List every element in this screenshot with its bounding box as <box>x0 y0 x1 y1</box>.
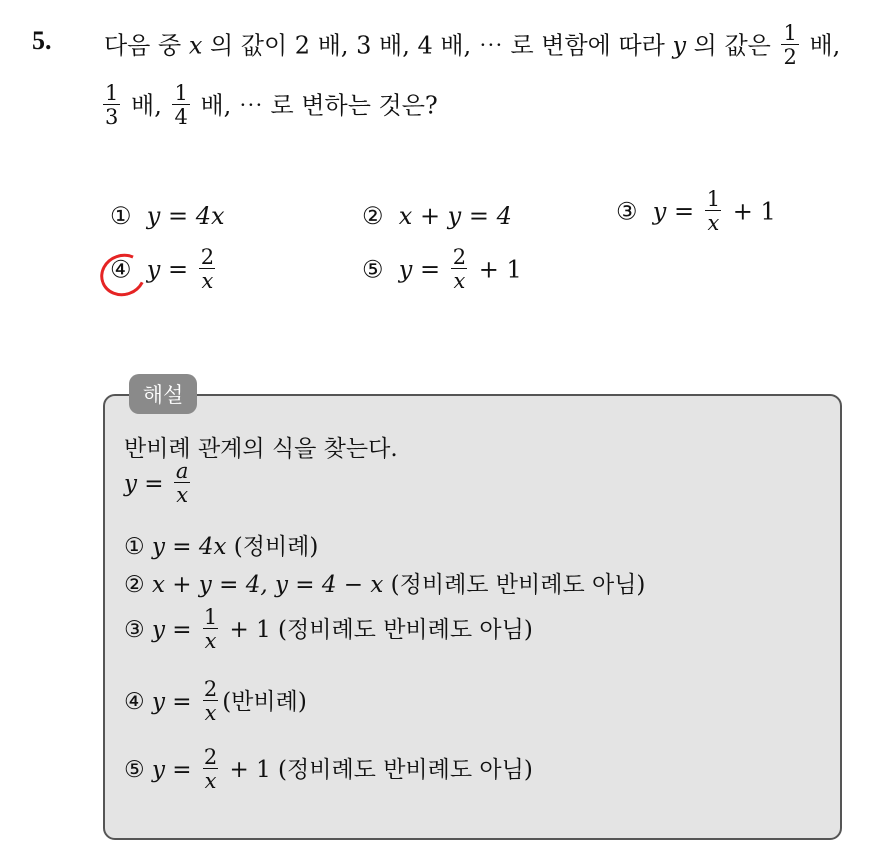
solution-fraction <box>202 606 219 652</box>
choice-fraction <box>705 188 722 234</box>
solution-equation: y = <box>151 689 199 716</box>
solution-equation: y = <box>151 757 199 784</box>
numerator: 2 <box>203 677 218 701</box>
numerator: 2 <box>203 745 218 769</box>
choice-equation-tail: + 1 <box>725 197 776 226</box>
denominator: x <box>453 269 466 294</box>
choice-equation: x + y = 4 <box>398 202 512 230</box>
solution-line-5 <box>124 605 533 654</box>
denominator: 3 <box>105 105 119 130</box>
solution-mark: ③ <box>124 617 145 644</box>
solution-mark: ④ <box>124 689 145 716</box>
fraction-one-third <box>103 82 120 128</box>
question-text: 배, <box>123 91 170 120</box>
fraction-one-quarter <box>172 82 189 128</box>
numerator: 1 <box>783 21 797 45</box>
choice-mark: ① <box>110 202 132 230</box>
numerator: a <box>175 459 189 483</box>
denominator: x <box>176 483 189 508</box>
choice-equation: y = 4 <box>146 202 211 230</box>
solution-line-1: 반비례 관계의 식을 찾는다. <box>124 436 398 462</box>
choice-mark: ④ <box>110 255 132 284</box>
solution-line-2 <box>124 459 193 508</box>
solution-note: + 1 (정비례도 반비례도 아님) <box>222 617 533 644</box>
question-text: 배, ⋯ 로 변하는 것은? <box>192 91 438 120</box>
question-text: 의 값이 2 배, 3 배, 4 배, ⋯ 로 변함에 따라 <box>202 31 673 60</box>
choice-variable: x <box>210 202 225 230</box>
solution-fraction <box>202 746 219 792</box>
question-text: 의 값은 <box>686 31 779 60</box>
numerator: 1 <box>706 187 721 211</box>
fraction-one-half <box>781 22 798 68</box>
denominator: 2 <box>783 45 797 70</box>
solution-mark: ① <box>124 534 145 560</box>
numerator: 1 <box>203 605 218 629</box>
solution-mark: ⑤ <box>124 757 145 784</box>
choice-equation: y = <box>146 255 196 284</box>
choice-equation: y = <box>652 197 702 226</box>
solution-equation: y = 4x <box>151 534 227 560</box>
solution-note: + 1 (정비례도 반비례도 아님) <box>222 757 533 784</box>
solution-line-3 <box>124 528 318 561</box>
choice-5[interactable] <box>362 245 522 294</box>
denominator: x <box>204 769 217 794</box>
question-line-1 <box>104 21 841 70</box>
question-number: 5. <box>32 26 52 55</box>
choice-fraction <box>451 246 468 292</box>
solution-line-7 <box>124 745 533 794</box>
question-text: 배, <box>801 31 841 60</box>
choice-1[interactable] <box>110 202 225 230</box>
denominator: 4 <box>174 105 188 130</box>
solution-line-6 <box>124 677 307 726</box>
numerator: 1 <box>174 81 188 105</box>
numerator: 2 <box>200 245 215 269</box>
question-text: 다음 중 <box>104 31 189 60</box>
solution-fraction <box>202 678 219 724</box>
solution-note: (반비례) <box>222 689 307 716</box>
question-line-2 <box>100 81 438 130</box>
choice-mark: ② <box>362 202 384 230</box>
choice-equation: y = <box>398 255 448 284</box>
choice-fraction <box>199 246 216 292</box>
solution-note: (정비례도 반비례도 아님) <box>383 572 646 598</box>
choice-3[interactable] <box>616 187 776 236</box>
numerator: 1 <box>105 81 119 105</box>
solution-note: (정비례) <box>226 534 319 560</box>
solution-fraction <box>174 460 191 506</box>
solution-line-4 <box>124 566 645 599</box>
choice-mark: ③ <box>616 197 638 226</box>
denominator: x <box>201 269 214 294</box>
numerator: 2 <box>452 245 467 269</box>
denominator: x <box>204 701 217 726</box>
choice-2[interactable] <box>362 202 512 230</box>
solution-tag: 해설 <box>129 374 197 414</box>
choice-mark: ⑤ <box>362 255 384 284</box>
solution-equation: x + y = 4, y = 4 − x <box>151 572 384 598</box>
denominator: x <box>707 211 720 236</box>
solution-mark: ② <box>124 572 145 598</box>
solution-equation: y = <box>124 471 171 498</box>
denominator: x <box>204 629 217 654</box>
variable-x: x <box>188 31 203 60</box>
choice-equation-tail: + 1 <box>471 255 522 284</box>
solution-equation: y = <box>151 617 199 644</box>
variable-y: y <box>672 31 687 60</box>
